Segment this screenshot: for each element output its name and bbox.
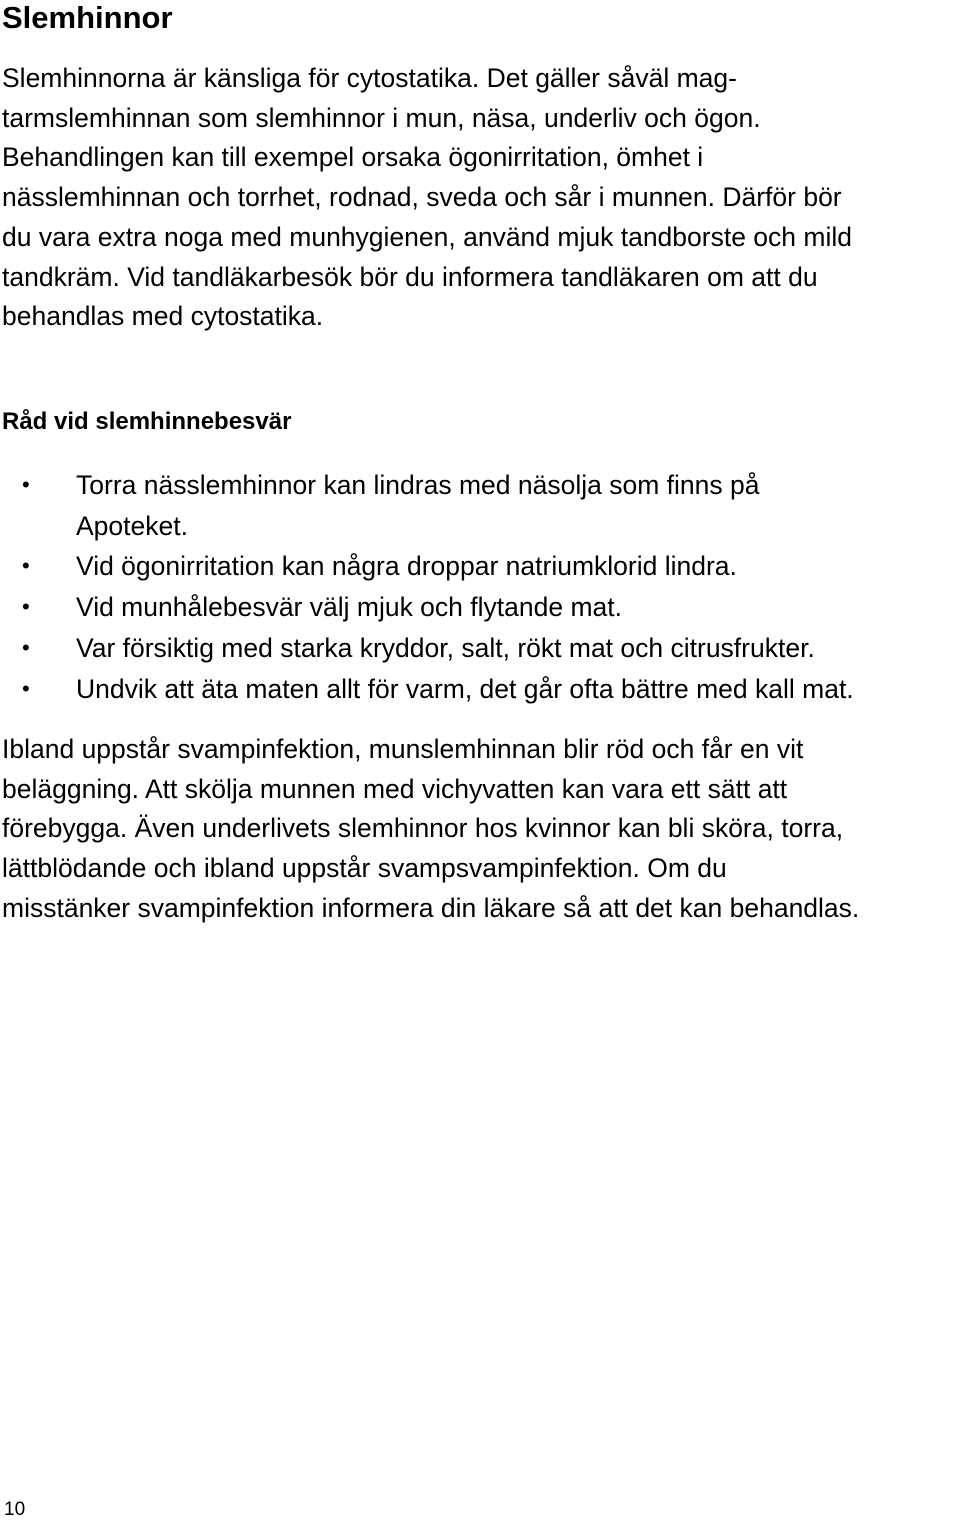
intro-line: behandlas med cytostatika. [2, 301, 324, 332]
closing-line: lättblödande och ibland uppstår svampsvampinfektion. Om du [2, 853, 727, 884]
intro-line: du vara extra noga med munhygienen, använd mjuk tandborste och mild [2, 221, 852, 252]
page-title: Slemhinnor [2, 0, 173, 35]
closing-line: misstänker svampinfektion informera din läkare så att det kan behandlas. [2, 892, 860, 923]
closing-line: förebygga. Även underlivets slemhinnor hos kvinnor kan bli sköra, torra, [2, 813, 844, 844]
intro-line: Behandlingen kan till exempel orsaka ögonirritation, ömhet i [2, 142, 704, 173]
advice-heading: Råd vid slemhinnebesvär [2, 408, 292, 435]
list-item [2, 669, 957, 710]
list-item-text: Vid ögonirritation kan några droppar natriumklorid lindra. [76, 551, 737, 582]
advice-list [2, 465, 957, 709]
closing-line: beläggning. Att skölja munnen med vichyvatten kan vara ett sätt att [2, 773, 788, 804]
bullet-icon: • [22, 472, 30, 497]
list-item-text: Vid munhålebesvär välj mjuk och flytande mat. [76, 592, 622, 623]
list-item [2, 465, 957, 546]
bullet-icon: • [22, 553, 30, 579]
intro-line: nässlemhinnan och torrhet, rodnad, sveda och sår i munnen. Därför bör [2, 182, 842, 213]
bullet-icon: • [22, 594, 30, 620]
closing-line: Ibland uppstår svampinfektion, munslemhinnan blir röd och får en vit [2, 734, 804, 764]
intro-line: tandkräm. Vid tandläkarbesök bör du informera tandläkaren om att du [2, 261, 818, 292]
list-item-text: Torra nässlemhinnor kan lindras med näsolja som finns på [76, 470, 760, 500]
list-item-text: Undvik att äta maten allt för varm, det går ofta bättre med kall mat. [76, 673, 854, 704]
list-item-text: Var försiktig med starka kryddor, salt, rökt mat och citrusfrukter. [76, 632, 815, 663]
list-item [2, 587, 957, 628]
intro-line: Slemhinnorna är känsliga för cytostatika. Det gäller såväl mag- [2, 63, 737, 93]
list-item [2, 628, 957, 669]
intro-paragraph [2, 59, 957, 337]
intro-line: tarmslemhinnan som slemhinnor i mun, näsa, underliv och ögon. [2, 102, 761, 133]
list-item-text: Apoteket. [76, 510, 188, 541]
bullet-icon: • [22, 634, 30, 660]
bullet-icon: • [22, 675, 30, 701]
list-item [2, 546, 957, 587]
closing-paragraph [2, 730, 957, 929]
page-number: 10 [4, 1499, 26, 1520]
